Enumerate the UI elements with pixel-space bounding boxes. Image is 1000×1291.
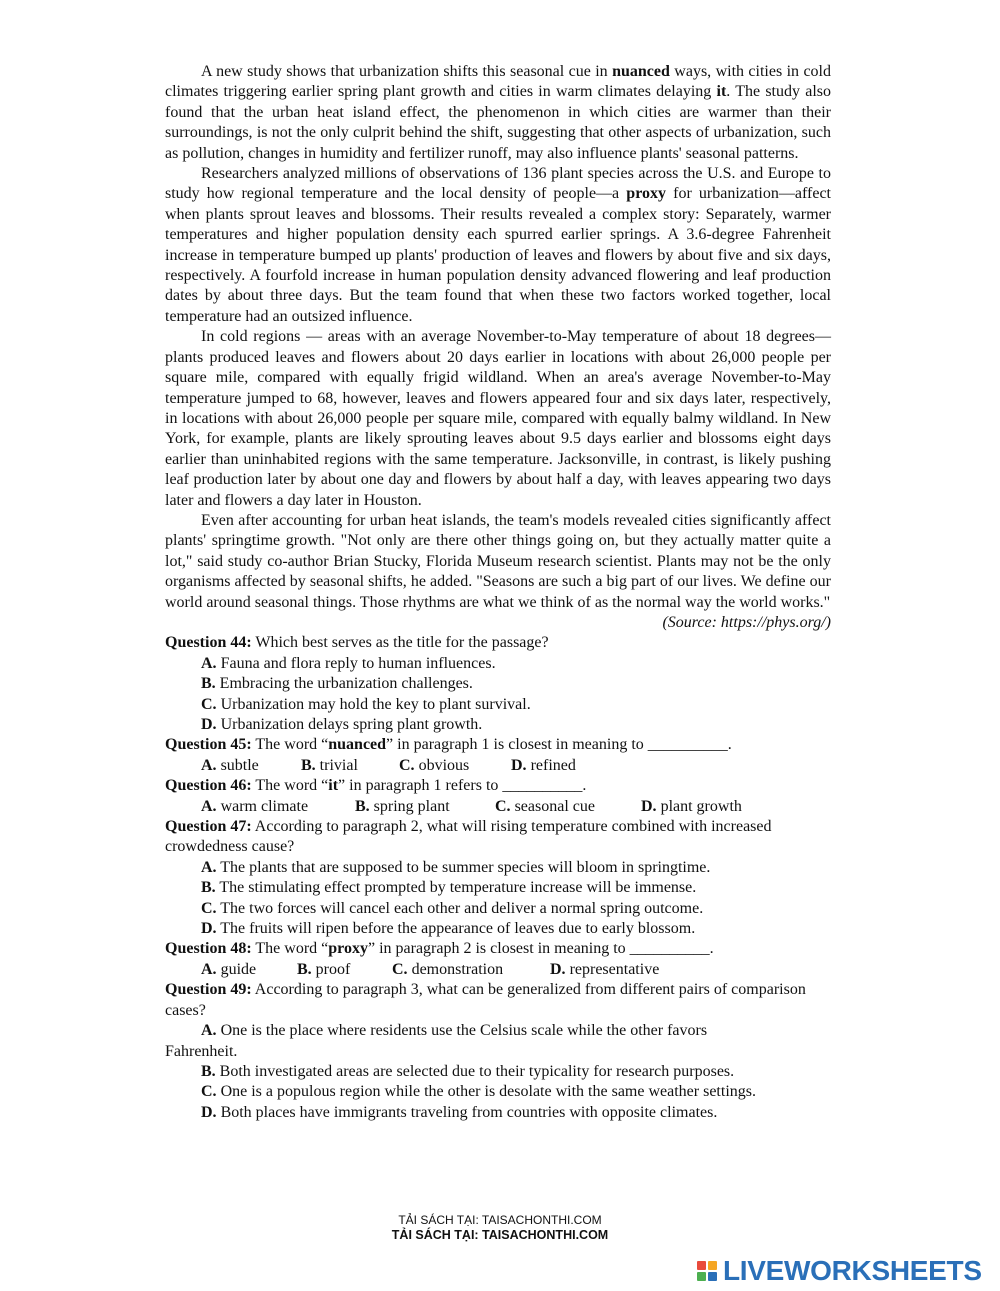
question-44: Question 44: Which best serves as the title for the passage? <box>165 634 549 652</box>
logo-square-icon <box>708 1272 717 1281</box>
q44-option-c[interactable]: C. Urbanization may hold the key to plant survival. <box>201 695 531 713</box>
q45-options <box>165 756 831 776</box>
passage-paragraph-1: A new study shows that urbanization shifts this seasonal cue in nuanced ways, with cities in cold climates triggering earlier spring plant growth and cities in warm climates delaying it. The study also found that the urban heat island effect, the phenomenon in which cities are warmer than their surroundings, is not the only culprit behind the shift, suggesting that other aspects of urbanization, such as pollution, changes in humidity and fertilizer runoff, may also influence plants' seasonal patterns. <box>165 63 832 162</box>
q49-option-a-continued[interactable]: Fahrenheit. <box>165 1042 238 1060</box>
reading-section <box>165 62 831 1123</box>
q47-option-c[interactable]: C. The two forces will cancel each other and deliver a normal spring outcome. <box>201 899 704 917</box>
logo-square-icon <box>697 1272 706 1281</box>
question-49: Question 49: According to paragraph 3, what can be generalized from different pairs of comparison cases? <box>165 981 806 1019</box>
q49-option-c[interactable]: C. One is a populous region while the other is desolate with the same weather settings. <box>201 1083 756 1101</box>
q46-option-d[interactable]: D. plant growth <box>641 797 742 815</box>
q46-option-a[interactable]: A. warm climate <box>201 797 309 815</box>
q47-option-d[interactable]: D. The fruits will ripen before the appearance of leaves due to early blossom. <box>201 920 696 938</box>
q49-option-a[interactable]: A. One is the place where residents use the Celsius scale while the other favors <box>201 1022 708 1040</box>
passage-paragraph-3: In cold regions — areas with an average November-to-May temperature of about 18 degrees—plants produced leaves and flowers about 20 days earlier in locations with about 26,000 people per square mile, compared with equally frigid wildland. When an area's average November-to-May temperature jumped to 68, however, leaves and flowers appeared four and six days later, respectively, in locations with about 26,000 people per square mile, compared with equally balmy wildland. In New York, for example, plants are likely sprouting leaves about 9.5 days earlier and blossoms eight days earlier than uninhabited regions with the same temperature. Jacksonville, in contrast, is likely pushing leaf production later by about one day and flowers by about half a day, with leaves appearing two days later and flowers a day later in Houston. <box>165 328 831 509</box>
question-48: Question 48: The word “proxy” in paragraph 2 is closest in meaning to __________. <box>165 940 714 958</box>
q48-options <box>165 960 831 980</box>
liveworksheets-wordmark: LIVEWORKSHEETS <box>723 1255 982 1286</box>
q46-option-c[interactable]: C. seasonal cue <box>495 797 595 815</box>
footer-download-note: TẢI SÁCH TẠI: TAISACHONTHI.COM <box>398 1213 602 1227</box>
q45-option-d[interactable]: D. refined <box>511 756 576 774</box>
passage-source: (Source: https://phys.org/) <box>662 613 831 631</box>
keyword-it: it <box>716 83 727 101</box>
q44-option-b[interactable]: B. Embracing the urbanization challenges. <box>201 675 473 693</box>
logo-square-icon <box>697 1261 706 1270</box>
liveworksheets-logo[interactable] <box>697 1256 982 1286</box>
footer-download-note-bold[interactable]: TẢI SÁCH TẠI: TAISACHONTHI.COM <box>391 1228 609 1242</box>
logo-square-icon <box>708 1261 717 1270</box>
q48-option-a[interactable]: A. guide <box>201 960 257 978</box>
q46-option-b[interactable]: B. spring plant <box>355 797 450 815</box>
keyword-proxy: proxy <box>626 185 667 203</box>
q48-option-c[interactable]: C. demonstration <box>392 960 504 978</box>
keyword-nuanced: nuanced <box>612 63 670 80</box>
question-45: Question 45: The word “nuanced” in paragraph 1 is closest in meaning to __________. <box>165 736 732 754</box>
q48-option-b[interactable]: B. proof <box>297 960 351 978</box>
q45-option-c[interactable]: C. obvious <box>399 756 470 774</box>
passage-paragraph-2: Researchers analyzed millions of observations of 136 plant species across the U.S. and Europe to study how regional temperature and the local density of people—a proxy for urbanization—affect when plants sprout leaves and blossoms. Their results revealed a complex story: Separately, warmer temperatures and higher population density each spurred earlier springs. A 3.6-degree Fahrenheit increase in temperature bumped up plants' production of leaves and flowers by about five and six days, respectively. A fourfold increase in human population density advanced flowering and leaf production dates by about three days. But the team found that when these two factors worked together, local temperature had an outsized influence. <box>165 165 831 325</box>
q49-option-b[interactable]: B. Both investigated areas are selected due to their typicality for research purposes. <box>201 1062 735 1080</box>
q45-option-a[interactable]: A. subtle <box>201 756 259 774</box>
q49-option-d[interactable]: D. Both places have immigrants traveling from countries with opposite climates. <box>201 1103 718 1121</box>
q44-option-a[interactable]: A. Fauna and flora reply to human influences. <box>201 654 496 672</box>
question-46: Question 46: The word “it” in paragraph 1 refers to __________. <box>165 777 587 795</box>
q45-option-b[interactable]: B. trivial <box>301 756 358 774</box>
question-47: Question 47: According to paragraph 2, what will rising temperature combined with increased crowdedness cause? <box>165 818 772 856</box>
passage-paragraph-4: Even after accounting for urban heat islands, the team's models revealed cities significantly affect plants' springtime growth. "Not only are there other things going on, but they actually matter quite a lot," said study co-author Brian Stucky, Florida Museum research scientist. Plants may not be the only organisms affected by seasonal shifts, he added. "Seasons are such a big part of our lives. We define our world around seasonal things. Those rhythms are what we think of as the normal way the world works." <box>165 511 831 611</box>
q46-options <box>165 797 831 817</box>
q47-option-b[interactable]: B. The stimulating effect prompted by temperature increase will be immense. <box>201 879 697 897</box>
q47-option-a[interactable]: A. The plants that are supposed to be summer species will bloom in springtime. <box>201 858 711 876</box>
liveworksheets-logo-icon <box>697 1261 717 1281</box>
q48-option-d[interactable]: D. representative <box>550 960 660 978</box>
q44-option-d[interactable]: D. Urbanization delays spring plant growth. <box>201 716 483 733</box>
